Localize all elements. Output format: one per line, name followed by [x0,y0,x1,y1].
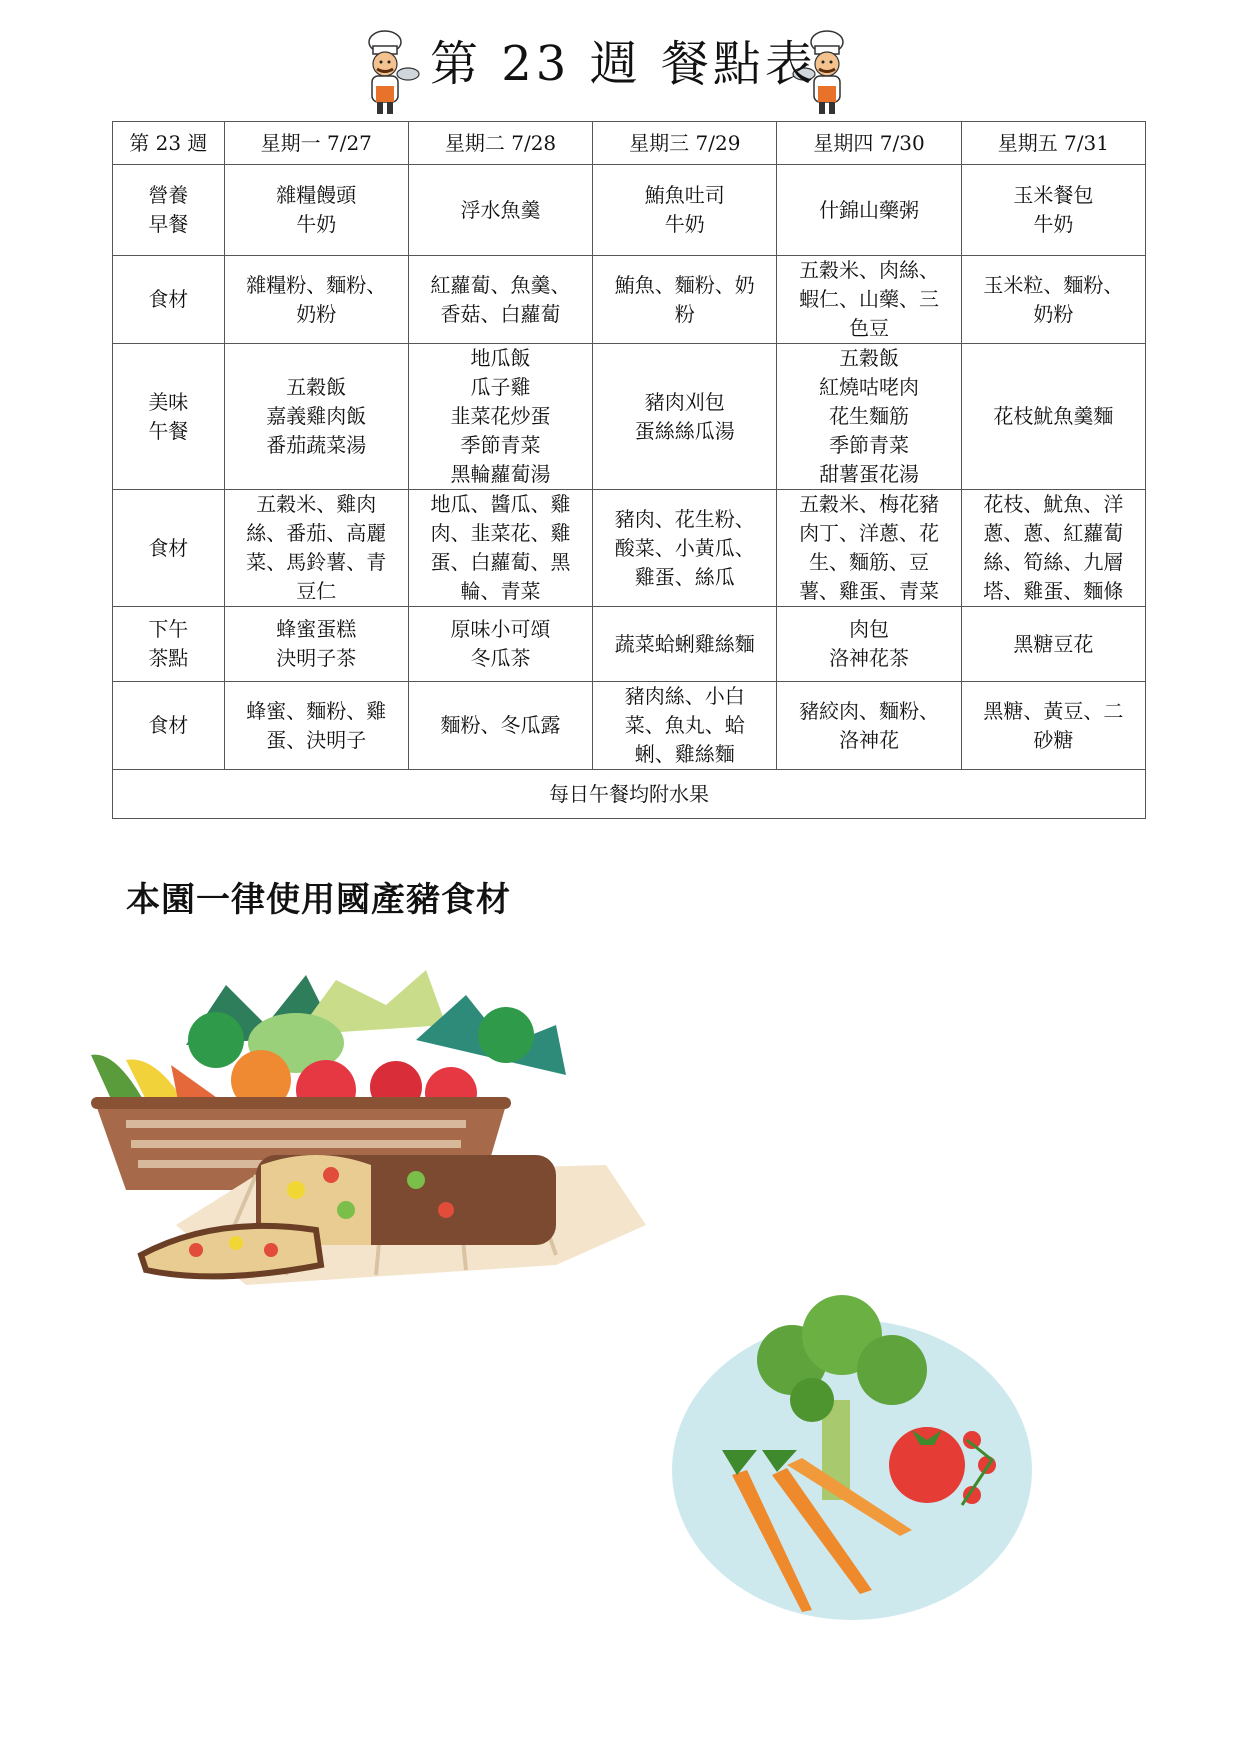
row-label: 食材 [113,256,225,344]
table-cell: 浮水魚羹 [408,165,592,256]
table-cell: 麵粉、冬瓜露 [408,682,592,770]
table-footer-row [113,770,1146,819]
table-cell: 紅蘿蔔、魚羹、 香菇、白蘿蔔 [408,256,592,344]
table-cell: 豬肉、花生粉、 酸菜、小黃瓜、 雞蛋、絲瓜 [593,490,777,607]
table-row-lunch [113,344,1146,490]
week-label-cell: 第 23 週 [113,122,225,165]
row-label: 食材 [113,490,225,607]
table-cell: 豬絞肉、麵粉、 洛神花 [777,682,961,770]
table-row-snack [113,607,1146,682]
table-cell: 什錦山藥粥 [777,165,961,256]
table-row-breakfast-ingredients [113,256,1146,344]
day-header-mon: 星期一 7/27 [224,122,408,165]
pork-origin-notice: 本園一律使用國產豬食材 [126,880,511,920]
table-cell: 五穀飯 嘉義雞肉飯 番茄蔬菜湯 [224,344,408,490]
table-cell: 豬肉絲、小白 菜、魚丸、蛤 蜊、雞絲麵 [593,682,777,770]
meal-menu-table [112,121,1146,819]
table-cell: 地瓜、醬瓜、雞 肉、韭菜花、雞 蛋、白蘿蔔、黑 輪、青菜 [408,490,592,607]
table-cell: 花枝魷魚羹麵 [961,344,1145,490]
table-cell: 五穀米、梅花豬 肉丁、洋蔥、花 生、麵筋、豆 薯、雞蛋、青菜 [777,490,961,607]
fruit-note: 每日午餐均附水果 [113,770,1146,819]
chef-icon [350,28,420,118]
day-header-thu: 星期四 7/30 [777,122,961,165]
day-header-wed: 星期三 7/29 [593,122,777,165]
table-row-lunch-ingredients [113,490,1146,607]
table-row-breakfast [113,165,1146,256]
table-cell: 黑糖豆花 [961,607,1145,682]
table-cell: 五穀飯 紅燒咕咾肉 花生麵筋 季節青菜 甜薯蛋花湯 [777,344,961,490]
table-cell: 五穀米、雞肉 絲、番茄、高麗 菜、馬鈴薯、青 豆仁 [224,490,408,607]
row-label: 營養 早餐 [113,165,225,256]
table-row-snack-ingredients [113,682,1146,770]
table-cell: 玉米粒、麵粉、 奶粉 [961,256,1145,344]
table-cell: 豬肉刈包 蛋絲絲瓜湯 [593,344,777,490]
vegetable-plate-illustration [662,1290,1042,1630]
table-cell: 地瓜飯 瓜子雞 韭菜花炒蛋 季節青菜 黑輪蘿蔔湯 [408,344,592,490]
table-cell: 鮪魚吐司 牛奶 [593,165,777,256]
table-cell: 雜糧粉、麵粉、 奶粉 [224,256,408,344]
table-cell: 蜂蜜蛋糕 決明子茶 [224,607,408,682]
day-header-tue: 星期二 7/28 [408,122,592,165]
table-cell: 五穀米、肉絲、 蝦仁、山藥、三 色豆 [777,256,961,344]
row-label: 美味 午餐 [113,344,225,490]
table-cell: 蔬菜蛤蜊雞絲麵 [593,607,777,682]
table-cell: 雜糧饅頭 牛奶 [224,165,408,256]
day-header-fri: 星期五 7/31 [961,122,1145,165]
table-header-row [113,122,1146,165]
fruit-basket-illustration [86,965,726,1305]
table-cell: 肉包 洛神花茶 [777,607,961,682]
table-cell: 原味小可頌 冬瓜茶 [408,607,592,682]
table-cell: 黑糖、黃豆、二 砂糖 [961,682,1145,770]
table-cell: 蜂蜜、麵粉、雞 蛋、決明子 [224,682,408,770]
table-cell: 花枝、魷魚、洋 蔥、蔥、紅蘿蔔 絲、筍絲、九層 塔、雞蛋、麵條 [961,490,1145,607]
row-label: 下午 茶點 [113,607,225,682]
row-label: 食材 [113,682,225,770]
table-cell: 鮪魚、麵粉、奶 粉 [593,256,777,344]
page-title: 第 23 週 餐點表 [430,36,817,92]
table-cell: 玉米餐包 牛奶 [961,165,1145,256]
